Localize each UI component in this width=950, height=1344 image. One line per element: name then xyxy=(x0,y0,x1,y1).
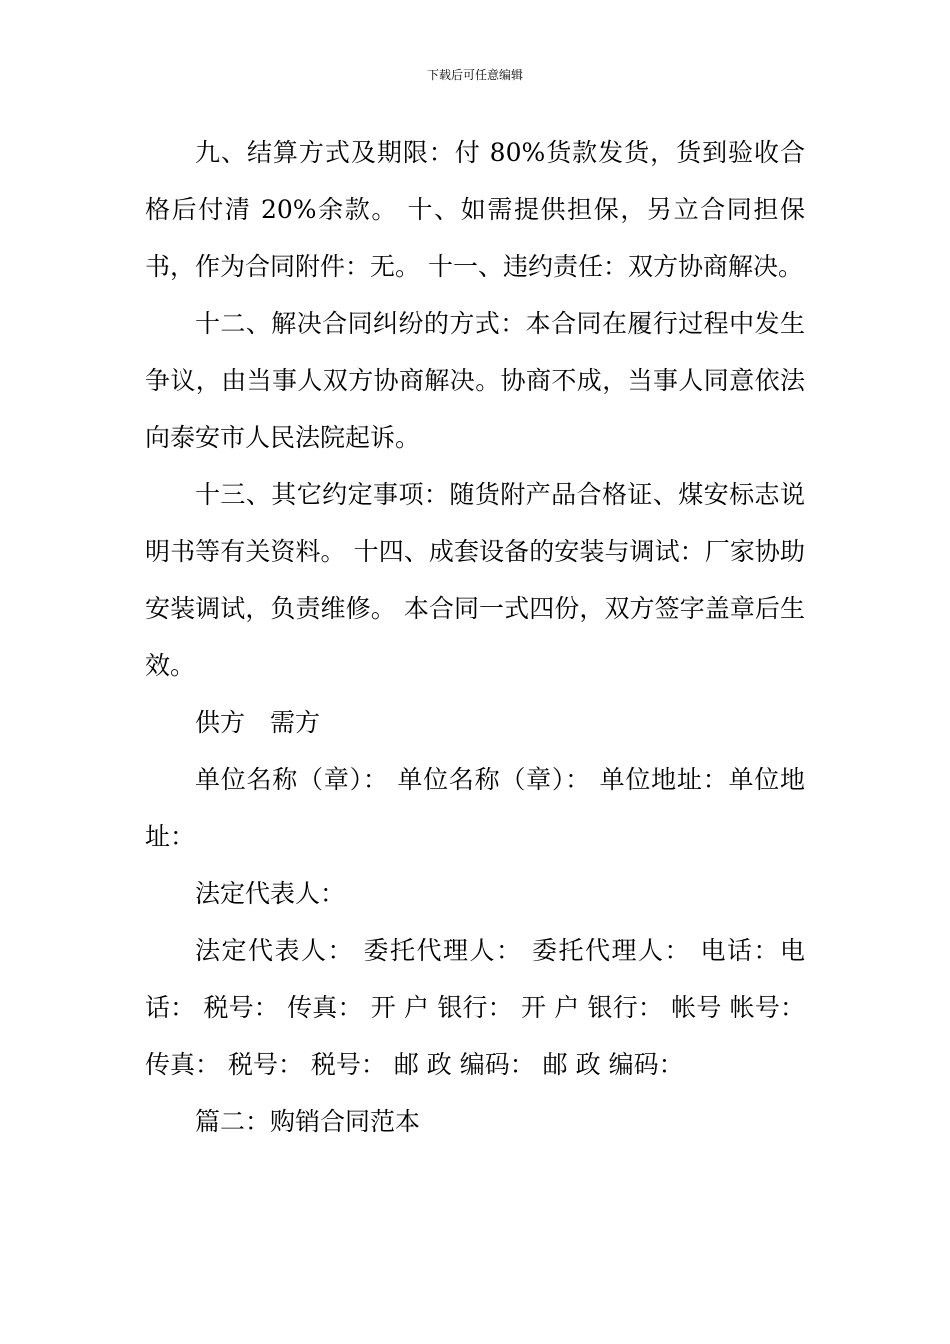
section-title-part-two: 篇二：购销合同范本 xyxy=(195,1107,421,1136)
paragraph-other-terms: 十三、其它约定事项：随货附产品合格证、煤安标志说明书等有关资料。 十四、成套设备的安装与调试：厂家协助安装调试，负责维修。 本合同一式四份，双方签字盖章后生效。 xyxy=(145,480,805,680)
paragraph-parties: 供方 需方 xyxy=(195,708,321,737)
paragraph-dispute-resolution: 十二、解决合同纠纷的方式：本合同在履行过程中发生争议，由当事人双方协商解决。协商不成，当事人同意依法向泰安市人民法院起诉。 xyxy=(145,309,805,452)
paragraph-unit-info: 单位名称（章）： 单位名称（章）： 单位地址：单位地址： xyxy=(145,765,805,851)
document-body xyxy=(145,124,805,1150)
paragraph-legal-rep: 法定代表人： xyxy=(195,879,346,908)
paragraph-settlement-terms: 九、结算方式及期限：付 80%货款发货，货到验收合格后付清 20%余款。 十、如需提供担保，另立合同担保书，作为合同附件：无。 十一、违约责任：双方协商解决。 xyxy=(145,138,805,281)
page-header: 下载后可任意编辑 xyxy=(426,68,523,82)
paragraph-contact-fields: 法定代表人： 委托代理人： 委托代理人： 电话：电话： 税号： 传真： 开 户 银行： 开 户 银行： 帐号 帐号： 传真： 税号： 税号： 邮 政 编码： 邮 政 编码： xyxy=(145,936,805,1079)
